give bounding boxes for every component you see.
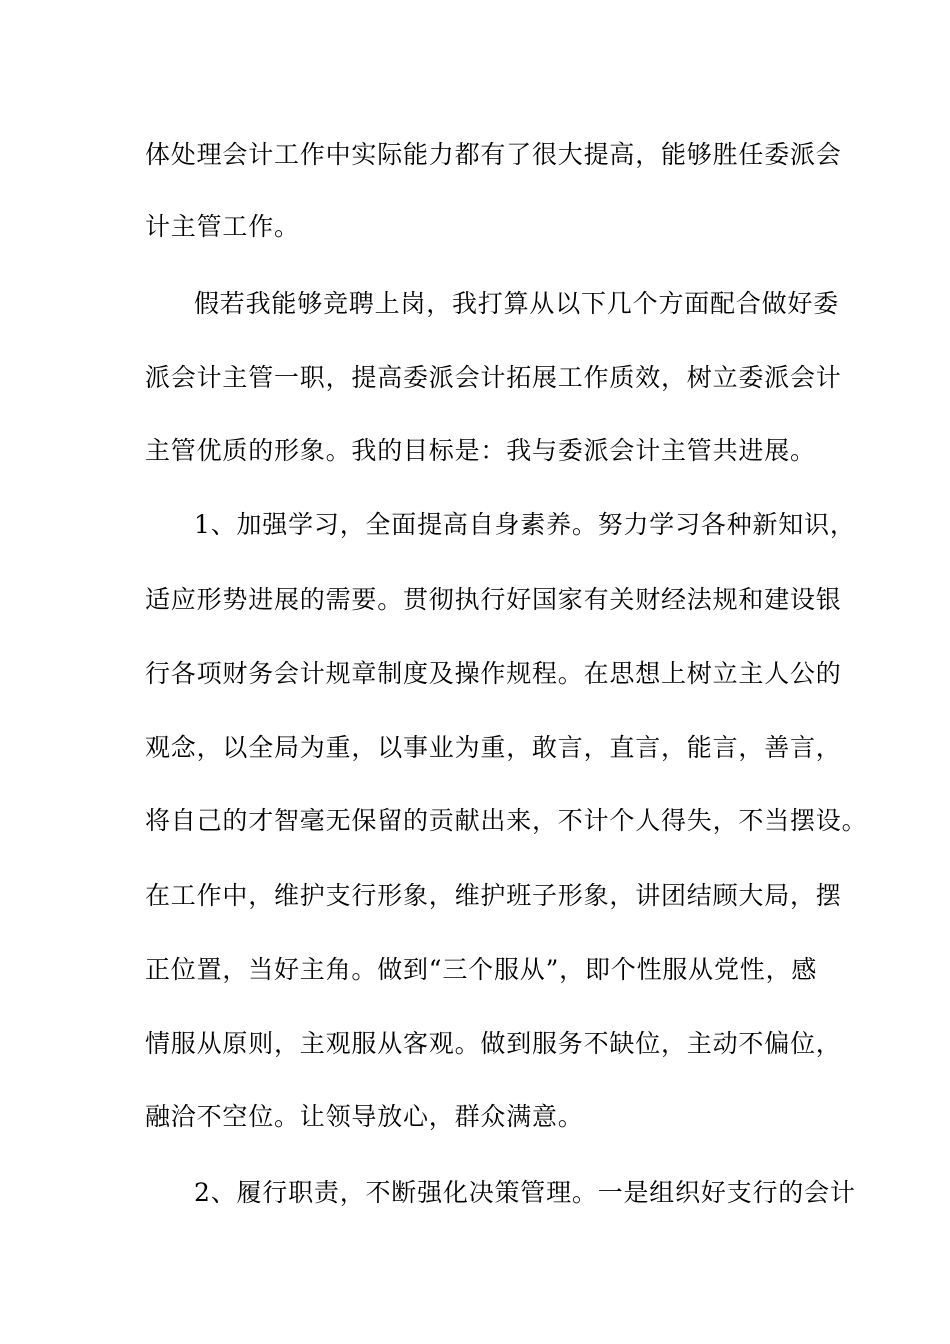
text-line-9: 观念，以全局为重，以事业为重，敢言，直言，能言，善言， — [145, 733, 842, 762]
text-line-3: 假若我能够竞聘上岗，我打算从以下几个方面配合做好委 — [194, 289, 840, 318]
text-line-10: 将自己的才智毫无保留的贡献出来，不计个人得失，不当摆设。 — [145, 806, 868, 835]
text-line-12: 正位置，当好主角。做到“三个服从”，即个性服从党性，感 — [145, 955, 818, 984]
text-line-5: 主管优质的形象。我的目标是：我与委派会计主管共进展。 — [145, 436, 816, 465]
text-line-8: 行各项财务会计规章制度及操作规程。在思想上树立主人公的 — [145, 659, 842, 688]
text-line-13: 情服从原则，主观服从客观。做到服务不缺位，主动不偏位， — [145, 1029, 842, 1058]
text-line-7: 适应形势进展的需要。贯彻执行好国家有关财经法规和建设银 — [145, 585, 842, 614]
text-line-6: 1、加强学习，全面提高自身素养。努力学习各种新知识， — [194, 510, 856, 539]
text-line-2: 计主管工作。 — [145, 212, 300, 241]
text-line-4: 派会计主管一职，提高委派会计拓展工作质效，树立委派会计 — [145, 363, 842, 392]
text-line-15: 2、履行职责，不断强化决策管理。一是组织好支行的会计 — [194, 1178, 856, 1207]
text-line-1: 体处理会计工作中实际能力都有了很大提高，能够胜任委派会 — [145, 140, 842, 169]
text-line-14: 融洽不空位。让领导放心，群众满意。 — [145, 1102, 584, 1131]
text-line-11: 在工作中，维护支行形象，维护班子形象，讲团结顾大局，摆 — [145, 881, 842, 910]
